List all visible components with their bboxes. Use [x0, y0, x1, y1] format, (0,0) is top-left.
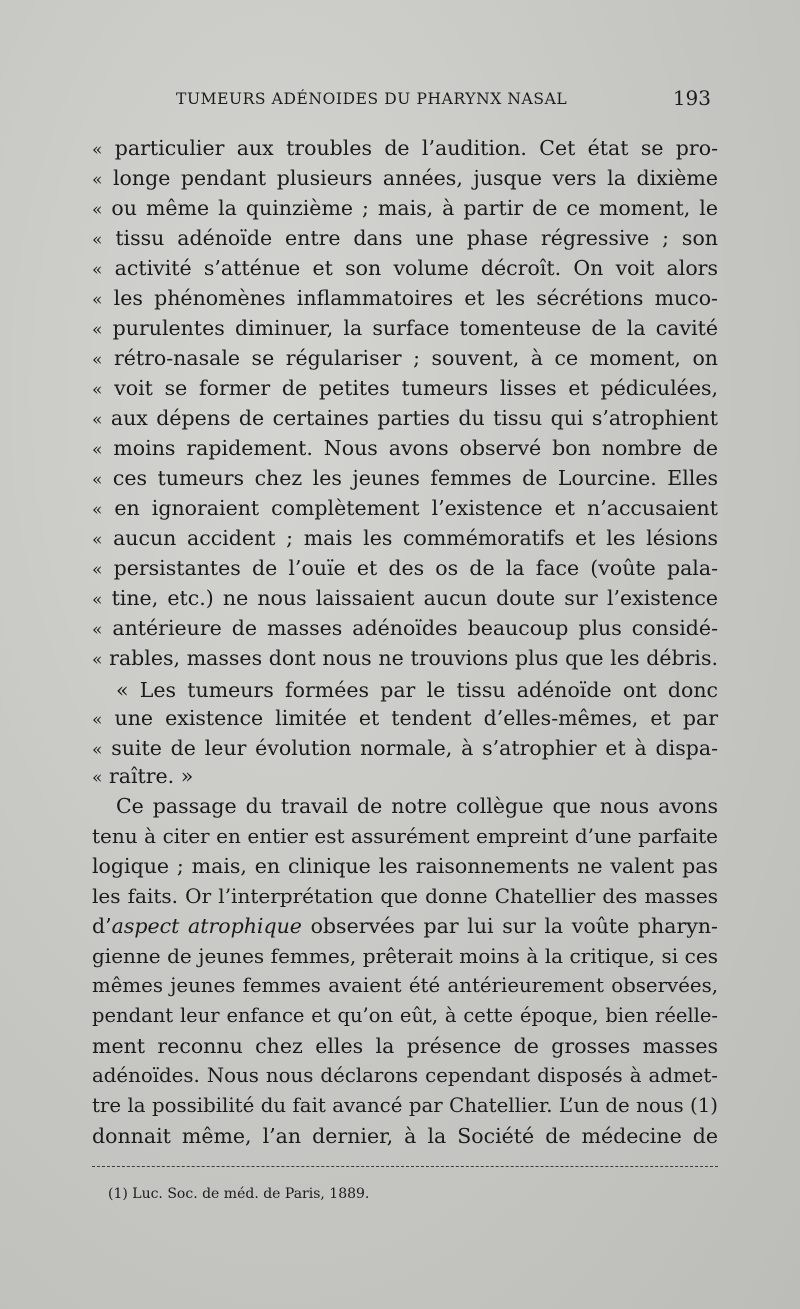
text-line: « tine, etc.) ne nous laissaient aucun doute sur l’existence — [92, 586, 718, 610]
text-line: « purulentes diminuer, la surface tomenteuse de la cavité — [92, 316, 718, 340]
text-line: tenu à citer en entier est assurément empreint d’une parfaite — [92, 824, 718, 848]
text-line: « antérieure de masses adénoïdes beaucoup plus considé- — [92, 616, 718, 640]
text-line: « longe pendant plusieurs années, jusque vers la dixième — [92, 166, 718, 190]
footnote-rule — [92, 1166, 718, 1167]
text-line: « tissu adénoïde entre dans une phase régressive ; son — [92, 226, 718, 250]
text-line: « rétro-nasale se régulariser ; souvent, à ce moment, on — [92, 346, 718, 370]
text-line: « particulier aux troubles de l’audition. Cet état se pro- — [92, 136, 718, 160]
text-line: gienne de jeunes femmes, prêterait moins à la critique, si ces — [92, 944, 718, 968]
text-line: « persistantes de l’ouïe et des os de la face (voûte pala- — [92, 556, 718, 580]
text-line: logique ; mais, en clinique les raisonnements ne valent pas — [92, 854, 718, 878]
text-line: « Les tumeurs formées par le tissu adénoïde ont donc — [116, 678, 718, 702]
text-line: « les phénomènes inflammatoires et les sécrétions muco- — [92, 286, 718, 310]
text-line: « suite de leur évolution normale, à s’atrophier et à dispa- — [92, 736, 718, 760]
footnote: (1) Luc. Soc. de méd. de Paris, 1889. — [108, 1186, 370, 1202]
text-line: Ce passage du travail de notre collègue que nous avons — [116, 794, 718, 818]
text-line: « raître. » — [92, 764, 194, 788]
running-title: TUMEURS ADÉNOIDES DU PHARYNX NASAL — [176, 90, 568, 108]
text-line: mêmes jeunes femmes avaient été antérieurement observées, — [92, 974, 718, 997]
text-line: pendant leur enfance et qu’on eût, à cette époque, bien réelle- — [92, 1004, 718, 1027]
text-line: donnait même, l’an dernier, à la Société de médecine de — [92, 1124, 718, 1148]
text-line: « moins rapidement. Nous avons observé bon nombre de — [92, 436, 718, 460]
text-line: « activité s’atténue et son volume décroît. On voit alors — [92, 256, 718, 280]
text-line: « rables, masses dont nous ne trouvions plus que les débris. — [92, 646, 718, 670]
text-line: « en ignoraient complètement l’existence et n’accusaient — [92, 496, 718, 520]
text-line: « voit se former de petites tumeurs lisses et pédiculées, — [92, 376, 718, 400]
text-line: « aucun accident ; mais les commémoratifs et les lésions — [92, 526, 718, 550]
text-line: « ces tumeurs chez les jeunes femmes de Lourcine. Elles — [92, 466, 718, 490]
text-line: « ou même la quinzième ; mais, à partir de ce moment, le — [92, 196, 718, 220]
text-line: tre la possibilité du fait avancé par Chatellier. L’un de nous (1) — [92, 1094, 718, 1117]
text-line: d’aspect atrophique observées par lui sur la voûte pharyn- — [92, 914, 718, 938]
text-line: « une existence limitée et tendent d’elles-mêmes, et par — [92, 706, 718, 730]
text-line: les faits. Or l’interprétation que donne Chatellier des masses — [92, 884, 718, 908]
text-line: adénoïdes. Nous nous déclarons cependant disposés à admet- — [92, 1064, 718, 1087]
page-number: 193 — [672, 86, 711, 110]
italic-phrase: aspect atrophique — [111, 914, 302, 938]
text-line: ment reconnu chez elles la présence de grosses masses — [92, 1034, 718, 1058]
text-line: « aux dépens de certaines parties du tissu qui s’atrophient — [92, 406, 718, 430]
